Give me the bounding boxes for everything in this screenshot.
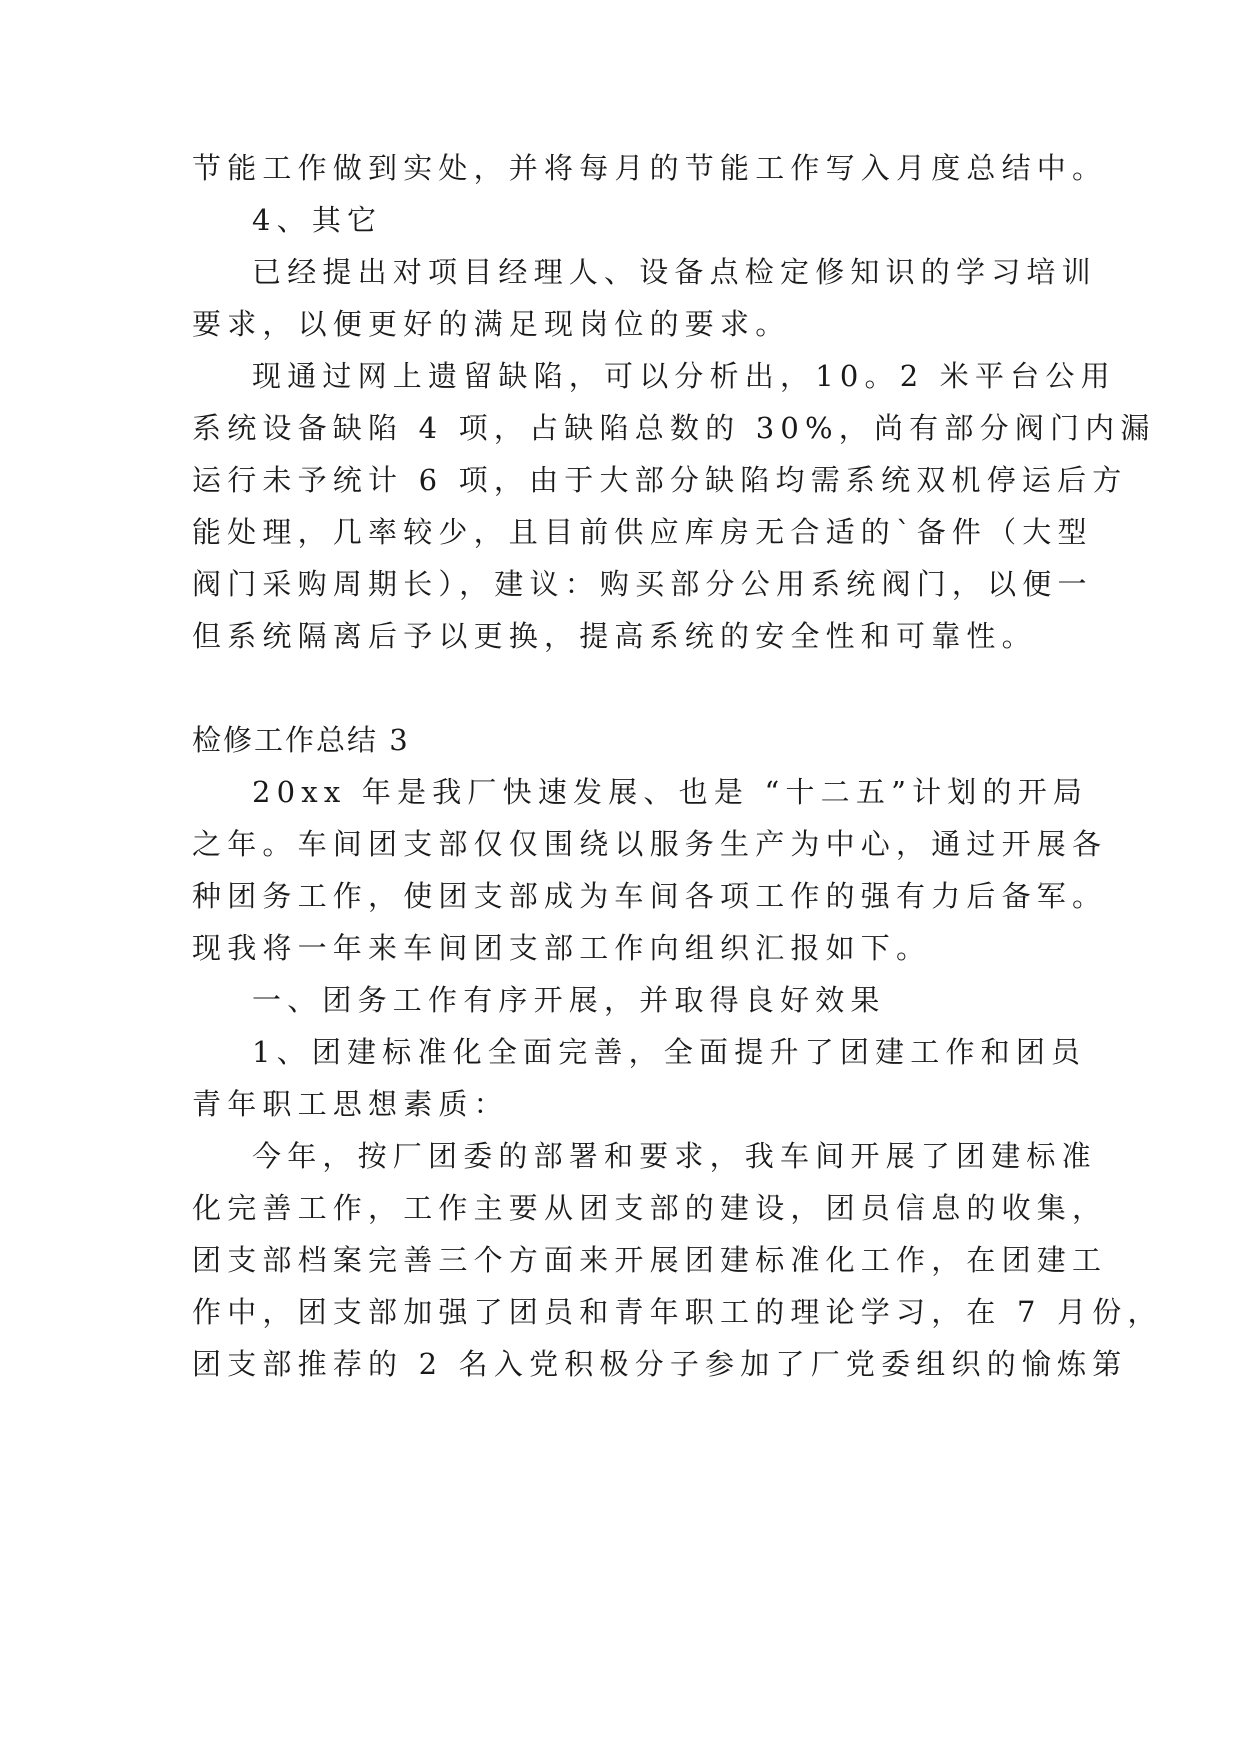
text-line: 今年，按厂团委的部署和要求，我车间开展了团建标准 bbox=[252, 1139, 1097, 1173]
text-line: 团支部档案完善三个方面来开展团建标准化工作，在团建工 bbox=[192, 1243, 1108, 1277]
text-line: 20xx 年是我厂快速发展、也是 “十二五”计划的开局 bbox=[252, 775, 1089, 809]
text-line: 现通过网上遗留缺陷，可以分析出，10。2 米平台公用 bbox=[252, 359, 1116, 393]
text-line: 但系统隔离后予以更换，提高系统的安全性和可靠性。 bbox=[192, 619, 1037, 653]
subsection-heading: 一、团务工作有序开展，并取得良好效果 bbox=[252, 983, 886, 1017]
text-line: 1、团建标准化全面完善，全面提升了团建工作和团员 bbox=[252, 1035, 1087, 1069]
text-line: 团支部推荐的 2 名入党积极分子参加了厂党委组织的愉炼第 bbox=[192, 1347, 1128, 1381]
text-line: 现我将一年来车间团支部工作向组织汇报如下。 bbox=[192, 931, 932, 965]
text-line: 运行未予统计 6 项，由于大部分缺陷均需系统双机停运后方 bbox=[192, 463, 1128, 497]
text-line: 阀门采购周期长），建议：购买部分公用系统阀门，以便一 bbox=[192, 567, 1093, 601]
text-line: 要求，以便更好的满足现岗位的要求。 bbox=[192, 307, 791, 341]
section-label: 4、其它 bbox=[252, 203, 383, 237]
text-line: 作中，团支部加强了团员和青年职工的理论学习，在 7 月份， bbox=[192, 1295, 1163, 1329]
text-line: 种团务工作，使团支部成为车间各项工作的强有力后备军。 bbox=[192, 879, 1108, 913]
text-line: 系统设备缺陷 4 项，占缺陷总数的 30%，尚有部分阀门内漏 bbox=[192, 411, 1156, 445]
text-line: 节能工作做到实处，并将每月的节能工作写入月度总结中。 bbox=[192, 151, 1108, 185]
text-line: 之年。车间团支部仅仅围绕以服务生产为中心，通过开展各 bbox=[192, 827, 1108, 861]
text-line: 能处理，几率较少，且目前供应库房无合适的`备件（大型 bbox=[192, 515, 1093, 549]
text-line: 化完善工作，工作主要从团支部的建设，团员信息的收集， bbox=[192, 1191, 1108, 1225]
section-heading: 检修工作总结 3 bbox=[192, 723, 410, 757]
text-line: 青年职工思想素质： bbox=[192, 1087, 509, 1121]
text-line: 已经提出对项目经理人、设备点检定修知识的学习培训 bbox=[252, 255, 1097, 289]
